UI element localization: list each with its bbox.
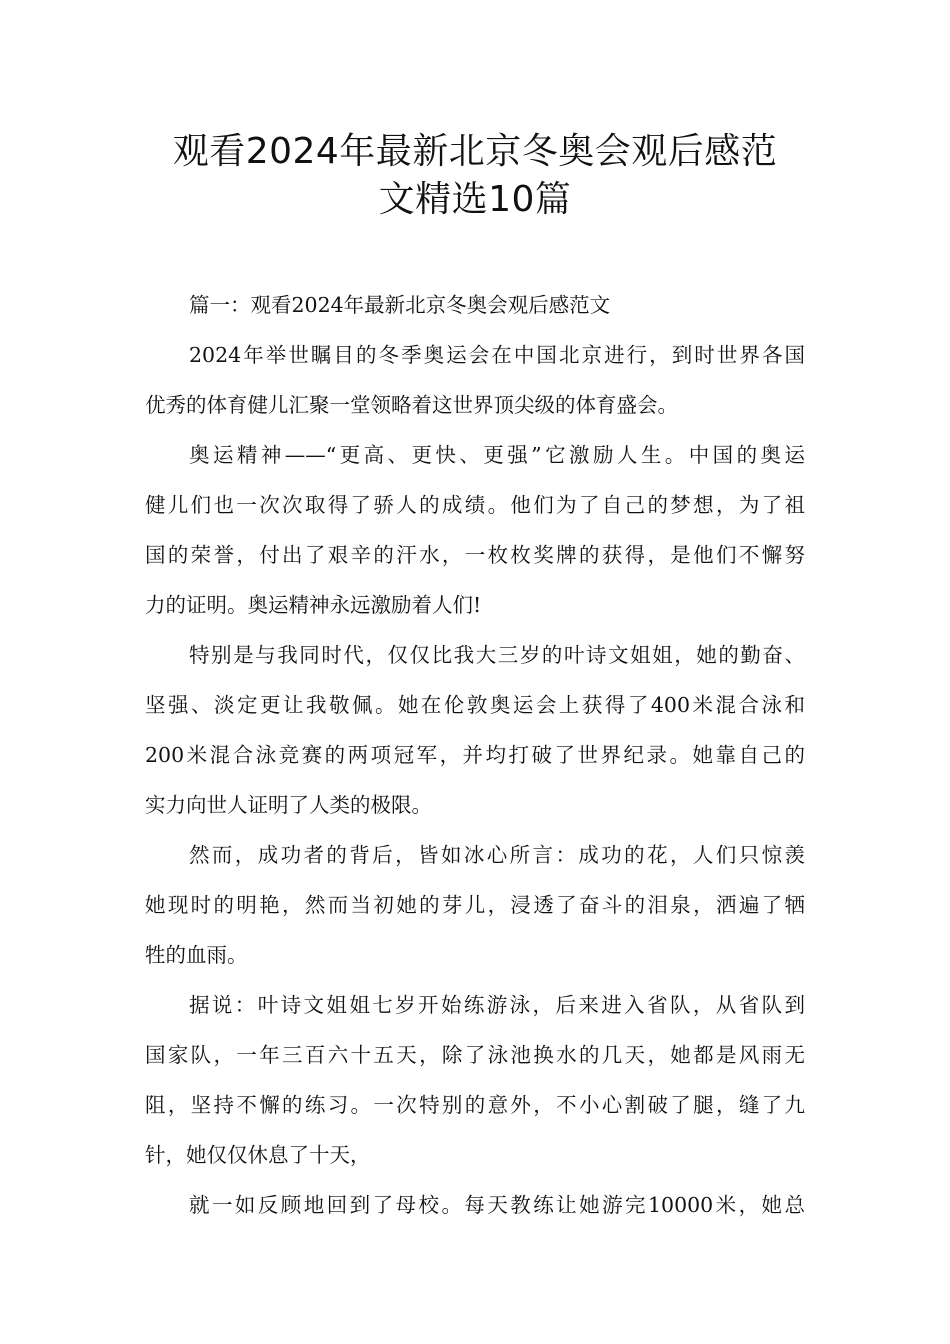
paragraph [145, 630, 805, 830]
text-line: 特别是与我同时代，仅仅比我大三岁的叶诗文姐姐，她的勤奋、 [189, 643, 805, 667]
text-line: 国家队，一年三百六十五天，除了泳池换水的几天，她都是风雨无 [145, 1043, 805, 1067]
text-line: 奥运精神——“更高、更快、更强”它激励人生。中国的奥运 [189, 443, 805, 467]
paragraph [145, 430, 805, 630]
text-line: 她现时的明艳，然而当初她的芽儿，浸透了奋斗的泪泉，洒遍了牺 [145, 893, 805, 917]
text-line: 篇一：观看2024年最新北京冬奥会观后感范文 [189, 293, 611, 317]
title-line: 文精选10篇 [378, 179, 572, 220]
text-line: 坚强、淡定更让我敬佩。她在伦敦奥运会上获得了400米混合泳和 [145, 693, 805, 717]
text-line: 阻，坚持不懈的练习。一次特别的意外，不小心割破了腿，缝了九 [145, 1093, 805, 1117]
paragraph-heading [145, 280, 805, 330]
text-line: 2024年举世瞩目的冬季奥运会在中国北京进行，到时世界各国 [189, 343, 805, 367]
text-line: 优秀的体育健儿汇聚一堂领略着这世界顶尖级的体育盛会。 [145, 393, 678, 417]
paragraph [145, 830, 805, 980]
text-line: 据说：叶诗文姐姐七岁开始练游泳，后来进入省队，从省队到 [189, 993, 805, 1017]
text-line: 针，她仅仅休息了十天， [145, 1143, 371, 1167]
text-line: 就一如反顾地回到了母校。每天教练让她游完10000米，她总 [189, 1193, 805, 1217]
document-body [145, 280, 805, 1230]
text-line: 力的证明。奥运精神永远激励着人们! [145, 593, 482, 617]
text-line: 然而，成功者的背后，皆如冰心所言：成功的花，人们只惊羡 [189, 843, 805, 867]
paragraph [145, 330, 805, 430]
text-line: 实力向世人证明了人类的极限。 [145, 793, 432, 817]
paragraph [145, 980, 805, 1180]
document-title [120, 128, 830, 224]
text-line: 200米混合泳竞赛的两项冠军，并均打破了世界纪录。她靠自己的 [145, 743, 805, 767]
title-line: 观看2024年最新北京冬奥会观后感范 [172, 131, 778, 172]
text-line: 牲的血雨。 [145, 943, 248, 967]
paragraph [145, 1180, 805, 1230]
text-line: 健儿们也一次次取得了骄人的成绩。他们为了自己的梦想，为了祖 [145, 493, 805, 517]
text-line: 国的荣誉，付出了艰辛的汗水，一枚枚奖牌的获得，是他们不懈努 [145, 543, 805, 567]
